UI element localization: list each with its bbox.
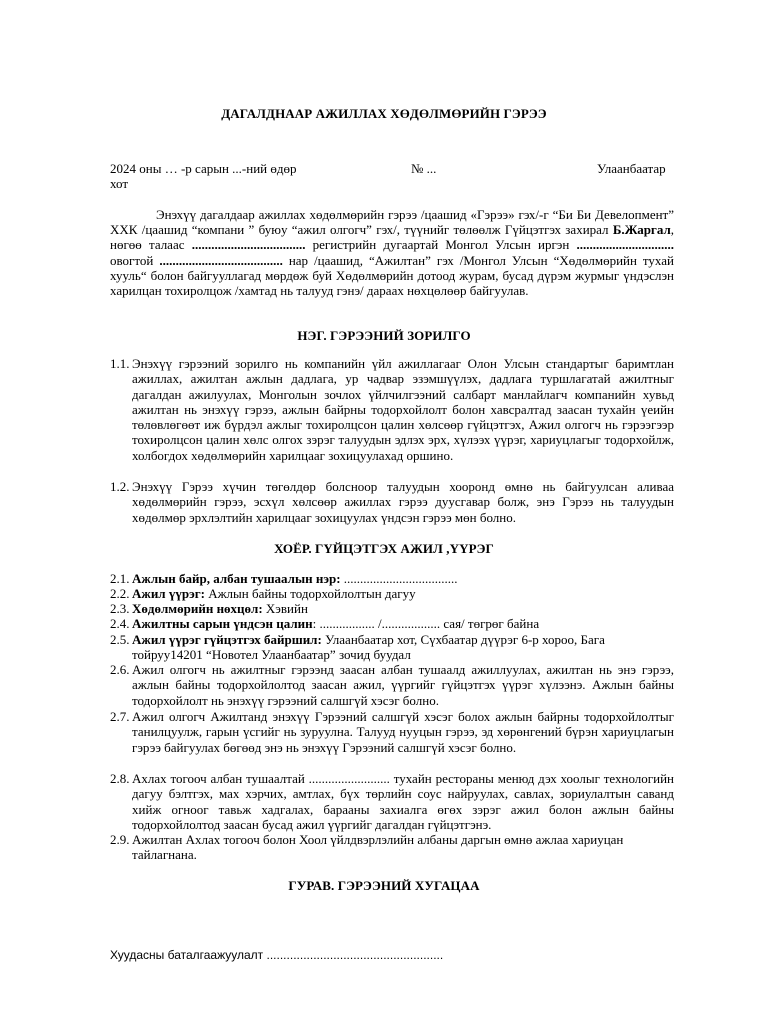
clause-2-2: 2.2. Ажил үүрэг: Ажлын байны тодорхойлолтын дагуу [110,586,416,601]
document-title: ДАГАЛДНААР АЖИЛЛАХ ХӨДӨЛМӨРИЙН ГЭРЭЭ [221,106,547,121]
clause-1-1: 1.1. Энэхүү гэрээний зорилго нь компанийн үйл ажиллагааг Олон Улсын стандартыг баримтлан ажиллах, ажилтан ажлын дадлага, ур чадвар эзэмшүүлэх, дадлага туршлагатай ажилтныг дагалдан ажилуулах, Монголын зочлох үйлчилгээний салбарт манлайлагч компанийн хувьд ажилтан нь энэхүү гэрээ, ажлын байрны тодорхойлолт болон хавсралтад заасан тухайн үеийн төлөвлөгөөт иж бүрдэл ажлыг тохиролцсон цалин хөлсөөр гүйцэтгэх, Ажил олгогч нь гэрээгээр тохиролцсон цалин хөлс олгох зэрэг талуудын эдлэх эрх, хүлээх үүрэг, хариуцлагыг тодорхойлж, холбогдох хөдөлмөрийн харилцааг зохицуулахад оршино. [110,356,674,463]
clause-2-7: 2.7. Ажил олгогч Ажилтанд энэхүү Гэрээний салшгүй хэсэг болох ажлын байрны тодорхойлолтыг танилцуулж, гарын үсгийг нь зуруулна. Талууд нууцын гэрээ, эд хөрөнгений бүрэн хариуцлагын гэрээ байгуулах бөгөөд энэ нь энэхүү Гэрээний салшгүй хэсэг болно. [110,709,674,755]
clause-2-1: 2.1. Ажлын байр, албан тушаалын нэр: ................................... [110,571,458,586]
contract-date: 2024 оны … -р сарын ...-ний өдөр [110,161,297,176]
page-verification-footer: Хуудасны баталгаажуулалт ..................................................... [110,948,444,962]
clause-2-5: 2.5. Ажил үүрэг гүйцэтгэх байршил: Улаанбаатар хот, Сүхбаатар дүүрэг 6-р хороо, Бага тойруу14201 “Новотел Улаанбаатар” зочид буудал [110,632,605,663]
section-heading-3: ГУРАВ. ГЭРЭЭНИЙ ХУГАЦАА [288,878,480,893]
intro-paragraph: Энэхүү дагалдаар ажиллах хөдөлмөрийн гэрээ /цаашид «Гэрээ» гэх/-г “Би Би Девелопмент” ХХК /цаашид “компани ” буюу “ажил олгогч” гэх/, түүнийг төлөөлж Гүйцэтгэх захирал Б.Жаргал, нөгөө талаас ................................... регистрийн дугаартай Монгол Улсын иргэн .............................. овогтой ...................................... нар /цаашид, “Ажилтан” гэх /Монгол Улсын “Хөдөлмөрийн тухай хууль“ болон байгууллагад мөрдөж буй Хөдөлмөрийн дотоод журам, бусад дүрэм журмыг үндэслэн харилцан тохиролцож /хамтад нь талууд гэнэ/ дараах нөхцөлөөр байгуулав. [110,207,675,299]
clause-1-2: 1.2. Энэхүү Гэрээ хүчин төгөлдөр болсноор талуудын хооронд өмнө нь байгуулсан аливаа хөдөлмөрийн гэрээ, эсхүл хөлсөөр ажиллах гэрээ дуусгавар болж, энэ Гэрээ нь талуудын хөдөлмөр эрхлэлтийн харилцааг зохицуулах үндсэн гэрээ мөн болно. [110,479,674,525]
clause-2-4: 2.4. Ажилтны сарын үндсэн цалин: ................. /.................. сая/ төгрөг байна [110,616,540,631]
contract-number: № ... [411,161,437,176]
clause-2-9: 2.9. Ажилтан Ахлах тогооч болон Хоол үйлдвэрлэлийн албаны даргын өмнө ажлаа хариуцан тайлагнана. [110,832,624,863]
clause-2-8: 2.8. Ахлах тогооч албан тушаалтай ......................... тухайн рестораны менюд дэх хоолыг технологийн дагуу бэлтгэх, мах хэрчих, амтлах, бүх төрлийн соус найруулах, савлах, зориулалтын саванд хийж огноог тавьж хадгалах, барааны захиалга өгөх зэрэг ажил болон ажлын байны тодорхойлолтод заасан бусад ажил үүргийг дагалдан гүйцэтгэнэ. [110,771,674,832]
section-heading-2: ХОЁР. ГҮЙЦЭТГЭХ АЖИЛ ,ҮҮРЭГ [274,541,494,556]
contract-city-continued: хот [110,176,129,191]
section-heading-1: НЭГ. ГЭРЭЭНИЙ ЗОРИЛГО [297,328,471,343]
contract-city: Улаанбаатар [597,161,666,176]
clause-2-6: 2.6. Ажил олгогч нь ажилтныг гэрээнд заасан албан тушаалд ажиллуулах, ажилтан нь энэ гэрээ, ажлын байны тодорхойлолтод заасан ажил, үүргийг гүйцэтгэх үүрэг хүлээнэ. Ажлын байны тодорхойлолт нь энэхүү гэрээний салшгүй хэсэг болно. [110,662,674,708]
director-name: Б.Жаргал [612,222,671,238]
clause-2-3: 2.3. Хөдөлмөрийн нөхцөл: Хэвийн [110,601,308,616]
